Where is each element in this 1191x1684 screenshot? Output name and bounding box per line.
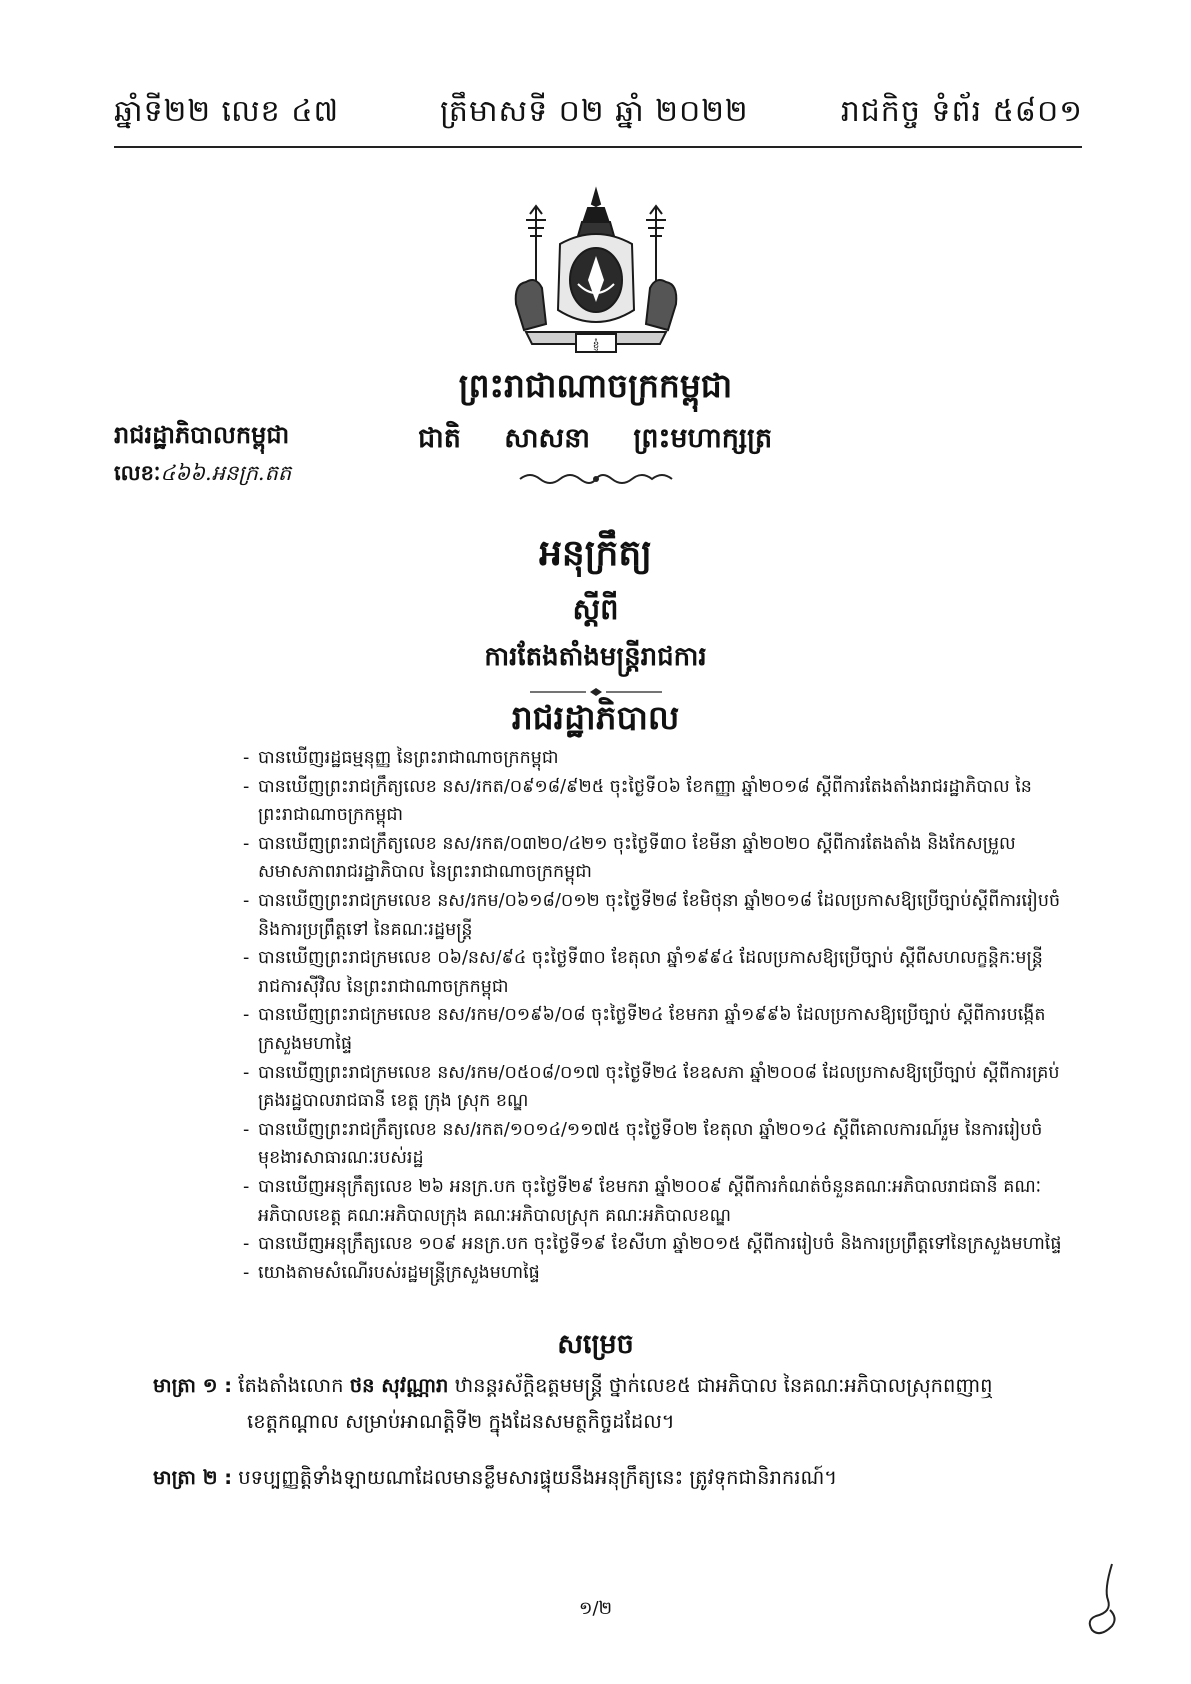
emblem-scroll-text: ខ្ញុំ — [592, 340, 600, 351]
appointee-name: ថន សុវណ្ណារា — [349, 1374, 449, 1397]
initial-signature-icon — [1082, 1560, 1122, 1644]
gazette-date: ត្រឹមាសទី ០២ ឆ្នាំ ២០២២ — [440, 94, 749, 129]
document-type: អនុក្រឹត្យ — [539, 533, 652, 574]
header-rule — [114, 146, 1082, 148]
preamble-item: - បានឃើញព្រះរាជក្រឹត្យលេខ នស/រកត/០៣២០/៤២១ ចុះថ្ងៃទី៣០ ខែមីនា ឆ្នាំ២០២០ ស្តីពីការតែងតាំង និងកែសម្រួលសមាសភាពរាជរដ្ឋាភិបាល នៃព្រះរាជាណាចក្រកម្ពុជា — [243, 830, 1063, 887]
reference-label: លេខៈ — [114, 461, 161, 485]
page-number: ១/២ — [578, 1598, 613, 1619]
preamble-list — [243, 744, 1063, 1287]
preamble-item: - បានឃើញព្រះរាជក្រឹត្យលេខ នស/រកត/១០១៤/១១៧៥ ចុះថ្ងៃទី០២ ខែតុលា ឆ្នាំ២០១៤ ស្តីពីគោលការណ៍រួម នៃការរៀបចំមុខងារសាធារណៈរបស់រដ្ឋ — [243, 1116, 1063, 1173]
preamble-item: - បានឃើញព្រះរាជក្រមលេខ នស/រកម/០១៩៦/០៨ ចុះថ្ងៃទី២៤ ខែមករា ឆ្នាំ១៩៩៦ ដែលប្រកាសឱ្យប្រើច្បាប់ ស្តីពីការបង្កើតក្រសួងមហាផ្ទៃ — [243, 1001, 1063, 1058]
decision-heading: សម្រេច — [557, 1329, 634, 1360]
issuing-authority: រាជរដ្ឋាភិបាល — [511, 698, 680, 737]
royal-arms-emblem-icon — [496, 184, 696, 360]
preamble-item: - បានឃើញរដ្ឋធម្មនុញ្ញ នៃព្រះរាជាណាចក្រកម្ពុជា — [243, 744, 1063, 773]
article-1-continuation: ខេត្តកណ្តាល សម្រាប់អាណត្តិទី២ ក្នុងដែនសមត្ថកិច្ចដដែល។ — [247, 1410, 675, 1433]
gazette-page-number: រាជកិច្ច ទំព័រ ៥៨០១ — [840, 94, 1083, 129]
article-2 — [153, 1460, 1063, 1496]
preamble-item: - បានឃើញព្រះរាជក្រឹត្យលេខ នស/រកត/០៩១៨/៩២៥ ចុះថ្ងៃទី០៦ ខែកញ្ញា ឆ្នាំ២០១៨ ស្តីពីការតែងតាំងរាជរដ្ឋាភិបាល នៃព្រះរាជាណាចក្រកម្ពុជា — [243, 773, 1063, 830]
preamble-item: - យោងតាមសំណើរបស់រដ្ឋមន្ត្រីក្រសួងមហាផ្ទៃ — [243, 1259, 1063, 1288]
article-2-label: មាត្រា ២ : — [153, 1466, 233, 1489]
article-1 — [153, 1368, 1063, 1440]
decorative-ornament-icon — [516, 470, 676, 492]
gazette-year-issue: ឆ្នាំទី២២ លេខ ៤៧ — [114, 94, 340, 129]
document-subject: ការតែងតាំងមន្ត្រីរាជការ — [484, 642, 707, 672]
article-1-text: ឋានន្តរស័ក្តិឧត្តមមន្ត្រី ថ្នាក់លេខ៥ ជាអភិបាល នៃគណៈអភិបាលស្រុកពញាឮ — [454, 1374, 993, 1397]
preamble-item: - បានឃើញអនុក្រឹត្យលេខ ១០៩ អនក្រ.បក ចុះថ្ងៃទី១៩ ខែសីហា ឆ្នាំ២០១៥ ស្តីពីការរៀបចំ និងការប្រព្រឹត្តទៅនៃក្រសួងមហាផ្ទៃ — [243, 1230, 1063, 1259]
national-motto: ជាតិ សាសនា ព្រះមហាក្សត្រ — [418, 423, 773, 454]
preamble-item: - បានឃើញព្រះរាជក្រមលេខ នស/រកម/០៥០៨/០១៧ ចុះថ្ងៃទី២៤ ខែឧសភា ឆ្នាំ២០០៨ ដែលប្រកាសឱ្យប្រើច្បាប់ ស្តីពីការគ្រប់គ្រងរដ្ឋបាលរាជធានី ខេត្ត ក្រុង ស្រុក ខណ្ឌ — [243, 1059, 1063, 1116]
article-2-text: បទប្បញ្ញត្តិទាំងឡាយណាដែលមានខ្លឹមសារផ្ទុយនឹងអនុក្រឹត្យនេះ ត្រូវទុកជានិរាករណ៍។ — [238, 1466, 838, 1489]
article-1-pre: តែងតាំងលោក — [238, 1374, 344, 1397]
reference-value: ៤៦៦.អនក្រ.តត — [160, 461, 292, 485]
kingdom-title: ព្រះរាជាណាចក្រកម្ពុជា — [458, 366, 733, 405]
preamble-item: - បានឃើញព្រះរាជក្រមលេខ ០៦/នស/៩៤ ចុះថ្ងៃទី៣០ ខែតុលា ឆ្នាំ១៩៩៤ ដែលប្រកាសឱ្យប្រើច្បាប់ ស្តីពីសហលក្ខន្តិកៈមន្ត្រីរាជការស៊ីវិល នៃព្រះរាជាណាចក្រកម្ពុជា — [243, 944, 1063, 1001]
preamble-item: - បានឃើញអនុក្រឹត្យលេខ ២៦ អនក្រ.បក ចុះថ្ងៃទី២៩ ខែមករា ឆ្នាំ២០០៩ ស្តីពីការកំណត់ចំនួនគណៈអភិបាលរាជធានី គណៈអភិបាលខេត្ត គណៈអភិបាលក្រុង គណៈអភិបាលស្រុក គណៈអភិបាលខណ្ឌ — [243, 1173, 1063, 1230]
preamble-item: - បានឃើញព្រះរាជក្រមលេខ នស/រកម/០៦១៨/០១២ ចុះថ្ងៃទី២៨ ខែមិថុនា ឆ្នាំ២០១៨ ដែលប្រកាសឱ្យប្រើច្បាប់ស្តីពីការរៀបចំ និងការប្រព្រឹត្តទៅ នៃគណៈរដ្ឋមន្ត្រី — [243, 887, 1063, 944]
issuing-ministry: រាជរដ្ឋាភិបាលកម្ពុជា — [114, 421, 290, 449]
article-1-label: មាត្រា ១ : — [153, 1374, 233, 1397]
reference-number — [114, 460, 291, 491]
document-about: ស្តីពី — [572, 592, 619, 626]
